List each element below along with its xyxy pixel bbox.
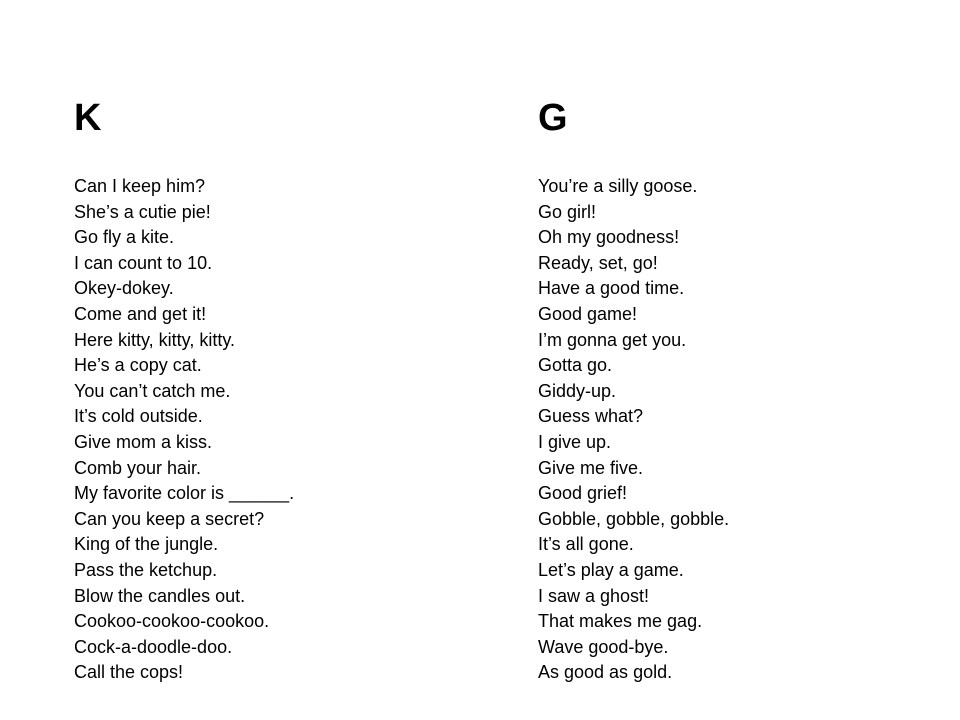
g-phrase: Go girl! — [538, 201, 597, 222]
k-phrase-list — [74, 174, 494, 686]
g-phrase: Giddy-up. — [538, 380, 617, 401]
g-phrase: Give me five. — [538, 457, 644, 478]
g-phrase: Guess what? — [538, 406, 644, 427]
g-phrase: That makes me gag. — [538, 611, 703, 632]
g-phrase-list — [538, 174, 938, 686]
g-phrase: Good grief! — [538, 483, 628, 504]
g-phrase: Ready, set, go! — [538, 252, 658, 273]
g-phrase: You’re a silly goose. — [538, 176, 698, 196]
k-column — [74, 96, 494, 686]
k-phrase: She’s a cutie pie! — [74, 201, 211, 222]
g-phrase: As good as gold. — [538, 662, 673, 683]
g-phrase: It’s all gone. — [538, 534, 634, 555]
k-phrase: Give mom a kiss. — [74, 431, 213, 452]
g-phrase: Oh my goodness! — [538, 227, 680, 248]
k-phrase: Can I keep him? — [74, 176, 206, 196]
k-phrase: Comb your hair. — [74, 457, 202, 478]
k-phrase: Blow the candles out. — [74, 585, 246, 606]
g-phrase: Gotta go. — [538, 355, 613, 376]
k-phrase: Here kitty, kitty, kitty. — [74, 329, 236, 350]
k-phrase: Cock-a-doodle-doo. — [74, 636, 233, 657]
k-heading: K — [74, 97, 102, 139]
k-phrase: It’s cold outside. — [74, 406, 203, 427]
k-phrase: Can you keep a secret? — [74, 508, 265, 529]
g-phrase: I saw a ghost! — [538, 585, 650, 606]
k-phrase: King of the jungle. — [74, 534, 219, 555]
k-phrase: Pass the ketchup. — [74, 559, 218, 580]
g-column — [538, 96, 938, 686]
g-phrase: Good game! — [538, 303, 638, 324]
g-phrase: Let’s play a game. — [538, 559, 684, 580]
k-phrase: I can count to 10. — [74, 252, 213, 273]
g-phrase: Gobble, gobble, gobble. — [538, 508, 730, 529]
k-phrase: Okey-dokey. — [74, 278, 174, 299]
k-phrase: My favorite color is ______. — [74, 483, 295, 504]
g-phrase: I give up. — [538, 431, 612, 452]
k-phrase: He’s a copy cat. — [74, 355, 202, 376]
k-phrase: Cookoo-cookoo-cookoo. — [74, 611, 270, 632]
g-phrase: Have a good time. — [538, 278, 685, 299]
k-phrase: Go fly a kite. — [74, 227, 175, 248]
g-heading: G — [538, 97, 568, 139]
k-phrase: You can’t catch me. — [74, 380, 231, 401]
g-phrase: Wave good-bye. — [538, 636, 669, 657]
k-phrase: Come and get it! — [74, 303, 207, 324]
g-phrase: I’m gonna get you. — [538, 329, 687, 350]
k-phrase: Call the cops! — [74, 662, 184, 683]
